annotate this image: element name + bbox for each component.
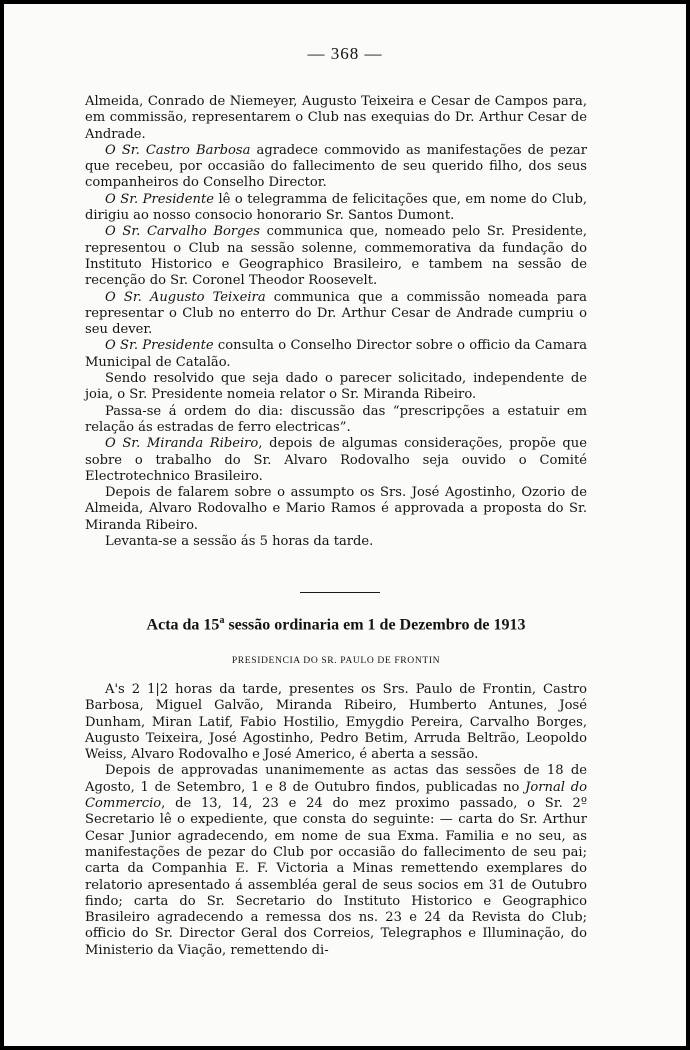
page-number: — 368 —: [307, 44, 383, 63]
paragraph-text: Levanta-se a sessão ás 5 horas da tarde.: [105, 534, 374, 550]
paragraph-text: communica que, nomeado pelo Sr. Presidente, representou o Club na sessão solenne, commemorativa da fundação do Instituto Historico e Geographico Brasileiro, e tambem na sessão de recenção do Sr. Coronel Theodor Roosevelt.: [85, 224, 587, 289]
heading-superscript: a: [219, 615, 225, 626]
paragraph-text: Passa-se á ordem do dia: discussão das “prescripções a estatuir em relação ás estradas de ferro electricas”.: [85, 403, 587, 435]
heading-prefix: Acta da 15: [146, 616, 220, 634]
paragraph: [85, 371, 587, 404]
paragraph: [85, 436, 587, 485]
paragraph-text: Almeida, Conrado de Niemeyer, Augusto Teixeira e Cesar de Campos para, em commissão, representarem o Club nas exequias do Dr. Arthur Cesar de Andrade.: [85, 94, 587, 142]
speaker-name: O Sr. Presidente: [105, 191, 214, 207]
paragraph-text: lê o telegramma de felicitações que, em nome do Club, dirigiu ao nosso consocio honorario Sr. Santos Dumont.: [85, 191, 587, 224]
paragraph-text: Sendo resolvido que seja dado o parecer solicitado, independente de joia, o Sr. Presidente nomeia relator o Sr. Miranda Ribeiro.: [85, 371, 587, 403]
paragraph-text: agradece commovido as manifestações de pezar que recebeu, por occasião do fallecimento de seu querido filho, dos seus companheiros do Conselho Director.: [85, 142, 587, 191]
top-text-block: [85, 94, 587, 550]
paragraph: [85, 534, 587, 550]
paragraph: [85, 143, 587, 192]
paragraph: [85, 192, 587, 225]
speaker-name: O Sr. Carvalho Borges: [105, 224, 261, 240]
paragraph-text: , depois de algumas considerações, propõe que sobre o trabalho do Sr. Alvaro Rodovalho seja ouvido o Comité Electrotechnico Brasileiro.: [85, 436, 587, 484]
paragraph: [85, 94, 587, 143]
paragraph-text: Depois de approvadas unanimemente as actas das sessões de 18 de Agosto, 1 de Setembro, 1 e 8 de Outubro findos, publicadas no: [85, 763, 587, 795]
paragraph: [85, 224, 587, 289]
newspaper-title: Jornal do Commercio: [85, 779, 587, 812]
paragraph-text: communica que a commissão nomeada para representar o Club no enterro do Dr. Arthur Cesar de Andrade cumpriu o seu dever.: [85, 289, 587, 338]
speaker-name: O Sr. Augusto Teixeira: [105, 289, 266, 305]
paragraph-text: A's 2 1|2 horas da tarde, presentes os Srs. Paulo de Frontin, Castro Barbosa, Miguel Galvão, Miranda Ribeiro, Humberto Antunes, José Dunham, Miran Latif, Fabio Hostilio, Emygdio Pereira, Carvalho Borges, Augusto Teixeira, José Agostinho, Pedro Betim, Arruda Beltrão, Leopoldo Weiss, Alvaro Rodovalho e José Americo, é aberta a sessão.: [85, 682, 587, 763]
speaker-name: O Sr. Castro Barbosa: [105, 142, 251, 158]
paragraph: [85, 763, 587, 959]
paragraph: [85, 290, 587, 339]
speaker-name: O Sr. Presidente: [105, 338, 214, 354]
paragraph: [85, 485, 587, 534]
bottom-text-block: [85, 682, 587, 959]
heading-suffix: sessão ordinaria em 1 de Dezembro de 1913: [224, 616, 526, 634]
paragraph-text: , de 13, 14, 23 e 24 do mez proximo passado, o Sr. 2º Secretario lê o expediente, que consta do seguinte: — carta do Sr. Arthur Cesar Junior agradecendo, em nome de sua Exma. Familia e no seu, as manifestações de pezar do Club por occasião do fallecimento de seu pai; carta da Companhia E. F. Victoria a Minas remettendo exemplares do relatorio apresentado á assembléa geral de seus socios em 31 de Outubro findo; carta do Sr. Secretario do Instituto Historico e Geographico Brasileiro agradecendo a remessa dos ns. 23 e 24 da Revista do Club; officio do Sr. Director Geral dos Correios, Telegraphos e Illuminação, do Ministerio da Viação, remettendo di-: [85, 796, 587, 958]
paragraph: [85, 682, 587, 763]
presidency-line: PRESIDENCIA DO SR. PAULO DE FRONTIN: [231, 655, 441, 666]
speaker-name: O Sr. Miranda Ribeiro: [105, 436, 259, 452]
paragraph: [85, 404, 587, 437]
paragraph-text: Depois de falarem sobre o assumpto os Srs. José Agostinho, Ozorio de Almeida, Alvaro Rodovalho e Mario Ramos é approvada a proposta do Sr. Miranda Ribeiro.: [85, 485, 587, 533]
paragraph: [85, 338, 587, 371]
paragraph-text: consulta o Conselho Director sobre o officio da Camara Municipal de Catalão.: [85, 338, 588, 370]
section-heading: [85, 615, 587, 634]
section-divider: [300, 592, 380, 593]
